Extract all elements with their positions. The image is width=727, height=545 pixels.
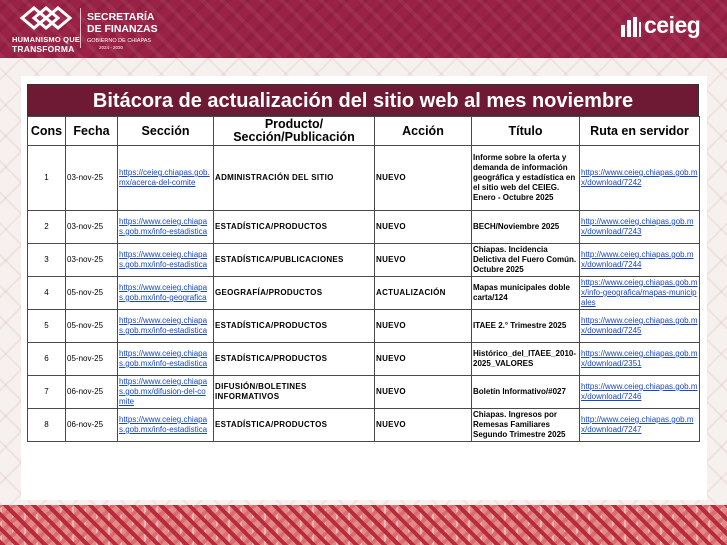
ruta-link[interactable]: https://www.ceieg.chiapas.gob.mx/info-geografica/mapas-municipales bbox=[581, 278, 698, 307]
cell-fecha: 03-nov-25 bbox=[66, 146, 118, 211]
seccion-link[interactable]: https://www.ceieg.chiapas.gob.mx/info-estadistica bbox=[119, 250, 208, 269]
cell-ruta bbox=[580, 277, 700, 310]
cell-accion: NUEVO bbox=[375, 146, 472, 211]
humanismo-mark-icon bbox=[16, 4, 76, 32]
ruta-link[interactable]: http://www.ceieg.chiapas.gob.mx/download/7244 bbox=[581, 250, 694, 269]
header-ruta: Ruta en servidor bbox=[580, 117, 700, 146]
cell-cons: 4 bbox=[28, 277, 66, 310]
seccion-link[interactable]: https://www.ceieg.chiapas.gob.mx/info-estadistica bbox=[119, 316, 208, 335]
header-producto bbox=[214, 117, 375, 146]
cell-accion: NUEVO bbox=[375, 409, 472, 442]
cell-cons: 6 bbox=[28, 343, 66, 376]
cell-accion: NUEVO bbox=[375, 244, 472, 277]
table-row bbox=[28, 211, 700, 244]
update-log-table bbox=[27, 116, 700, 442]
ruta-link[interactable]: https://www.ceieg.chiapas.gob.mx/download/7242 bbox=[581, 168, 698, 187]
humanismo-logo bbox=[12, 4, 82, 54]
cell-fecha: 03-nov-25 bbox=[66, 211, 118, 244]
header-cons: Cons bbox=[28, 117, 66, 146]
secretaria-line1: SECRETARÍA bbox=[87, 11, 155, 23]
cell-cons: 3 bbox=[28, 244, 66, 277]
ruta-link[interactable]: https://www.ceieg.chiapas.gob.mx/download/2351 bbox=[581, 349, 698, 368]
header-titulo: Título bbox=[472, 117, 580, 146]
header-seccion: Sección bbox=[118, 117, 214, 146]
header-producto-line1: Producto/ bbox=[264, 117, 324, 131]
cell-titulo: BECH/Noviembre 2025 bbox=[472, 211, 580, 244]
cell-titulo: ITAEE 2.° Trimestre 2025 bbox=[472, 310, 580, 343]
seccion-link[interactable]: https://www.ceieg.chiapas.gob.mx/info-estadistica bbox=[119, 415, 208, 434]
seccion-link[interactable]: https://www.ceieg.chiapas.gob.mx/difusion-del-comite bbox=[119, 377, 208, 406]
cell-seccion bbox=[118, 277, 214, 310]
cell-titulo: Boletín Informativo/#027 bbox=[472, 376, 580, 409]
cell-cons: 1 bbox=[28, 146, 66, 211]
ruta-link[interactable]: https://www.ceieg.chiapas.gob.mx/download/7245 bbox=[581, 316, 698, 335]
table-row bbox=[28, 343, 700, 376]
table-header-row bbox=[28, 117, 700, 146]
cell-producto: ESTADÍSTICA/PRODUCTOS bbox=[214, 409, 375, 442]
cell-producto: ESTADÍSTICA/PRODUCTOS bbox=[214, 211, 375, 244]
table-row bbox=[28, 146, 700, 211]
ceieg-logo bbox=[620, 12, 715, 41]
header-banner bbox=[0, 0, 727, 58]
cell-seccion bbox=[118, 146, 214, 211]
cell-ruta bbox=[580, 376, 700, 409]
cell-accion: NUEVO bbox=[375, 310, 472, 343]
cell-fecha: 06-nov-25 bbox=[66, 409, 118, 442]
ruta-link[interactable]: http://www.ceieg.chiapas.gob.mx/download/7247 bbox=[581, 415, 694, 434]
cell-producto: ESTADÍSTICA/PUBLICACIONES bbox=[214, 244, 375, 277]
table-row bbox=[28, 244, 700, 277]
header-divider bbox=[80, 8, 81, 48]
ruta-link[interactable]: https://www.ceieg.chiapas.gob.mx/download/7246 bbox=[581, 382, 698, 401]
cell-fecha: 05-nov-25 bbox=[66, 343, 118, 376]
cell-ruta bbox=[580, 211, 700, 244]
cell-seccion bbox=[118, 211, 214, 244]
cell-fecha: 05-nov-25 bbox=[66, 277, 118, 310]
page-title: Bitácora de actualización del sitio web al mes noviembre bbox=[27, 84, 699, 116]
seccion-link[interactable]: https://www.ceieg.chiapas.gob.mx/info-geografica bbox=[119, 283, 208, 302]
cell-fecha: 05-nov-25 bbox=[66, 310, 118, 343]
cell-accion: NUEVO bbox=[375, 211, 472, 244]
cell-ruta bbox=[580, 244, 700, 277]
cell-producto: ADMINISTRACIÓN DEL SITIO bbox=[214, 146, 375, 211]
ceieg-building-icon bbox=[620, 16, 642, 38]
seccion-link[interactable]: https://www.ceieg.chiapas.gob.mx/info-estadistica bbox=[119, 217, 208, 236]
cell-ruta bbox=[580, 310, 700, 343]
decorative-footer bbox=[0, 505, 727, 545]
table-row bbox=[28, 277, 700, 310]
ceieg-logo-text: ceieg bbox=[644, 12, 701, 38]
cell-seccion bbox=[118, 310, 214, 343]
seccion-link[interactable]: https://ceieg.chiapas.gob.mx/acerca-del-comite bbox=[119, 168, 210, 187]
cell-seccion bbox=[118, 244, 214, 277]
humanismo-line1: HUMANISMO QUE bbox=[12, 35, 81, 44]
humanismo-line2: TRANSFORMA bbox=[12, 44, 75, 54]
cell-cons: 5 bbox=[28, 310, 66, 343]
cell-cons: 2 bbox=[28, 211, 66, 244]
cell-cons: 7 bbox=[28, 376, 66, 409]
cell-ruta bbox=[580, 343, 700, 376]
cell-titulo: Chiapas. Incidencia Delictiva del Fuero Común. Octubre 2025 bbox=[472, 244, 580, 277]
header-accion: Acción bbox=[375, 117, 472, 146]
ruta-link[interactable]: http://www.ceieg.chiapas.gob.mx/download/7243 bbox=[581, 217, 694, 236]
secretaria-line4: 2024 - 2030 bbox=[99, 45, 124, 50]
cell-titulo: Informe sobre la oferta y demanda de información geográfica y estadística en el sitio web del CEIEG. Enero - Octubre 2025 bbox=[472, 146, 580, 211]
cell-accion: NUEVO bbox=[375, 376, 472, 409]
header-fecha: Fecha bbox=[66, 117, 118, 146]
cell-accion: NUEVO bbox=[375, 343, 472, 376]
cell-seccion bbox=[118, 343, 214, 376]
cell-titulo: Chiapas. Ingresos por Remesas Familiares Segundo Trimestre 2025 bbox=[472, 409, 580, 442]
table-row bbox=[28, 376, 700, 409]
cell-producto: GEOGRAFÍA/PRODUCTOS bbox=[214, 277, 375, 310]
cell-titulo: Mapas municipales doble carta/124 bbox=[472, 277, 580, 310]
secretaria-line2: DE FINANZAS bbox=[87, 23, 158, 35]
table-row bbox=[28, 409, 700, 442]
cell-ruta bbox=[580, 409, 700, 442]
cell-accion: ACTUALIZACIÓN bbox=[375, 277, 472, 310]
cell-seccion bbox=[118, 409, 214, 442]
cell-producto: ESTADÍSTICA/PRODUCTOS bbox=[214, 310, 375, 343]
cell-seccion bbox=[118, 376, 214, 409]
table-row bbox=[28, 310, 700, 343]
cell-producto: DIFUSIÓN/BOLETINES INFORMATIVOS bbox=[214, 376, 375, 409]
secretaria-logo bbox=[87, 11, 158, 51]
seccion-link[interactable]: https://www.ceieg.chiapas.gob.mx/info-estadistica bbox=[119, 349, 208, 368]
secretaria-line3: GOBIERNO DE CHIAPAS bbox=[87, 38, 152, 44]
header-producto-line2: Sección/Publicación bbox=[233, 130, 355, 144]
cell-titulo: Histórico_del_ITAEE_2010-2025_VALORES bbox=[472, 343, 580, 376]
cell-ruta bbox=[580, 146, 700, 211]
cell-cons: 8 bbox=[28, 409, 66, 442]
cell-fecha: 06-nov-25 bbox=[66, 376, 118, 409]
cell-producto: ESTADÍSTICA/PRODUCTOS bbox=[214, 343, 375, 376]
cell-fecha: 03-nov-25 bbox=[66, 244, 118, 277]
